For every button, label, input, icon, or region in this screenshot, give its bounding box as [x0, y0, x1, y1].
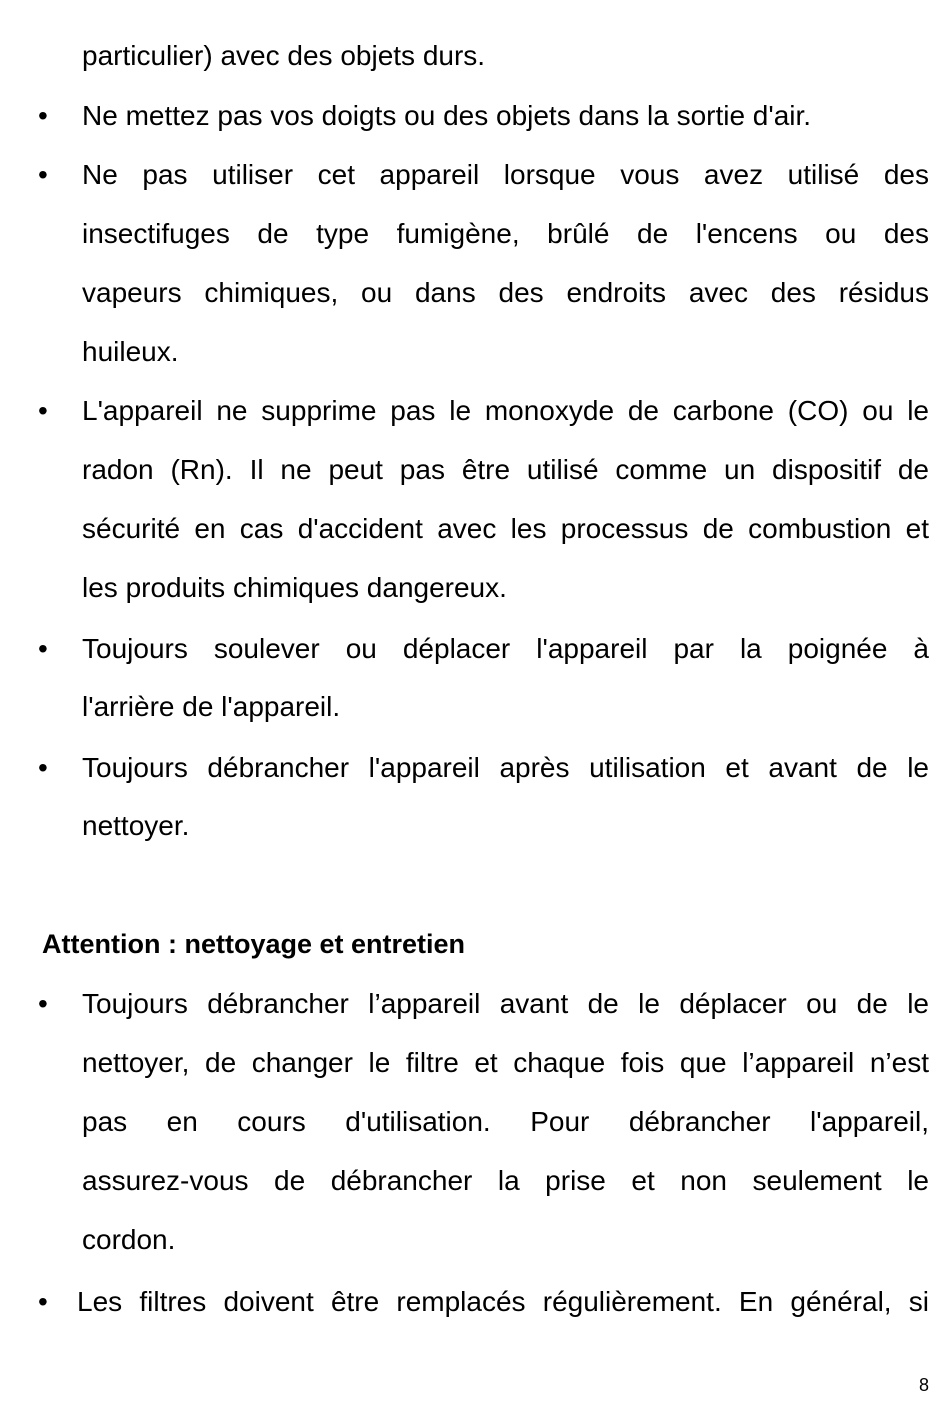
text-line: assurez-vous de débrancher la prise et non seulement le [82, 1165, 929, 1196]
bullet-marker: • [38, 159, 48, 190]
text-line: Toujours débrancher l’appareil avant de le déplacer ou de le [82, 988, 929, 1019]
text-line: Toujours soulever ou déplacer l'appareil par la poignée à [82, 633, 929, 664]
text-line: Les filtres doivent être remplacés régulièrement. En général, si [77, 1286, 929, 1317]
bullet-marker: • [38, 633, 48, 664]
bullet-marker: • [38, 988, 48, 1019]
text-line: insectifuges de type fumigène, brûlé de l'encens ou des [82, 218, 929, 249]
text-line: cordon. [82, 1224, 176, 1255]
text-line: radon (Rn). Il ne peut pas être utilisé comme un dispositif de [82, 454, 929, 485]
text-line: nettoyer. [82, 810, 190, 841]
text-line: les produits chimiques dangereux. [82, 572, 507, 603]
text-line: particulier) avec des objets durs. [82, 40, 486, 71]
text-line: nettoyer, de changer le filtre et chaque fois que l’appareil n’est [82, 1047, 929, 1078]
text-line: l'arrière de l'appareil. [82, 691, 341, 722]
bullet-marker: • [38, 1286, 48, 1317]
text-line: huileux. [82, 336, 179, 367]
bullet-marker: • [38, 395, 48, 426]
bullet-marker: • [38, 752, 48, 783]
text-line: Toujours débrancher l'appareil après utilisation et avant de le [82, 752, 929, 783]
text-line: Ne mettez pas vos doigts ou des objets dans la sortie d'air. [82, 100, 812, 131]
text-line: vapeurs chimiques, ou dans des endroits avec des résidus [82, 277, 929, 308]
text-line: sécurité en cas d'accident avec les processus de combustion et [82, 513, 929, 544]
text-line: Ne pas utiliser cet appareil lorsque vous avez utilisé des [82, 159, 929, 190]
section-heading: Attention : nettoyage et entretien [42, 929, 466, 959]
page-number: 8 [918, 1375, 929, 1395]
text-line: pas en cours d'utilisation. Pour débrancher l'appareil, [82, 1106, 929, 1137]
text-line: L'appareil ne supprime pas le monoxyde de carbone (CO) ou le [82, 395, 929, 426]
bullet-marker: • [38, 100, 48, 131]
